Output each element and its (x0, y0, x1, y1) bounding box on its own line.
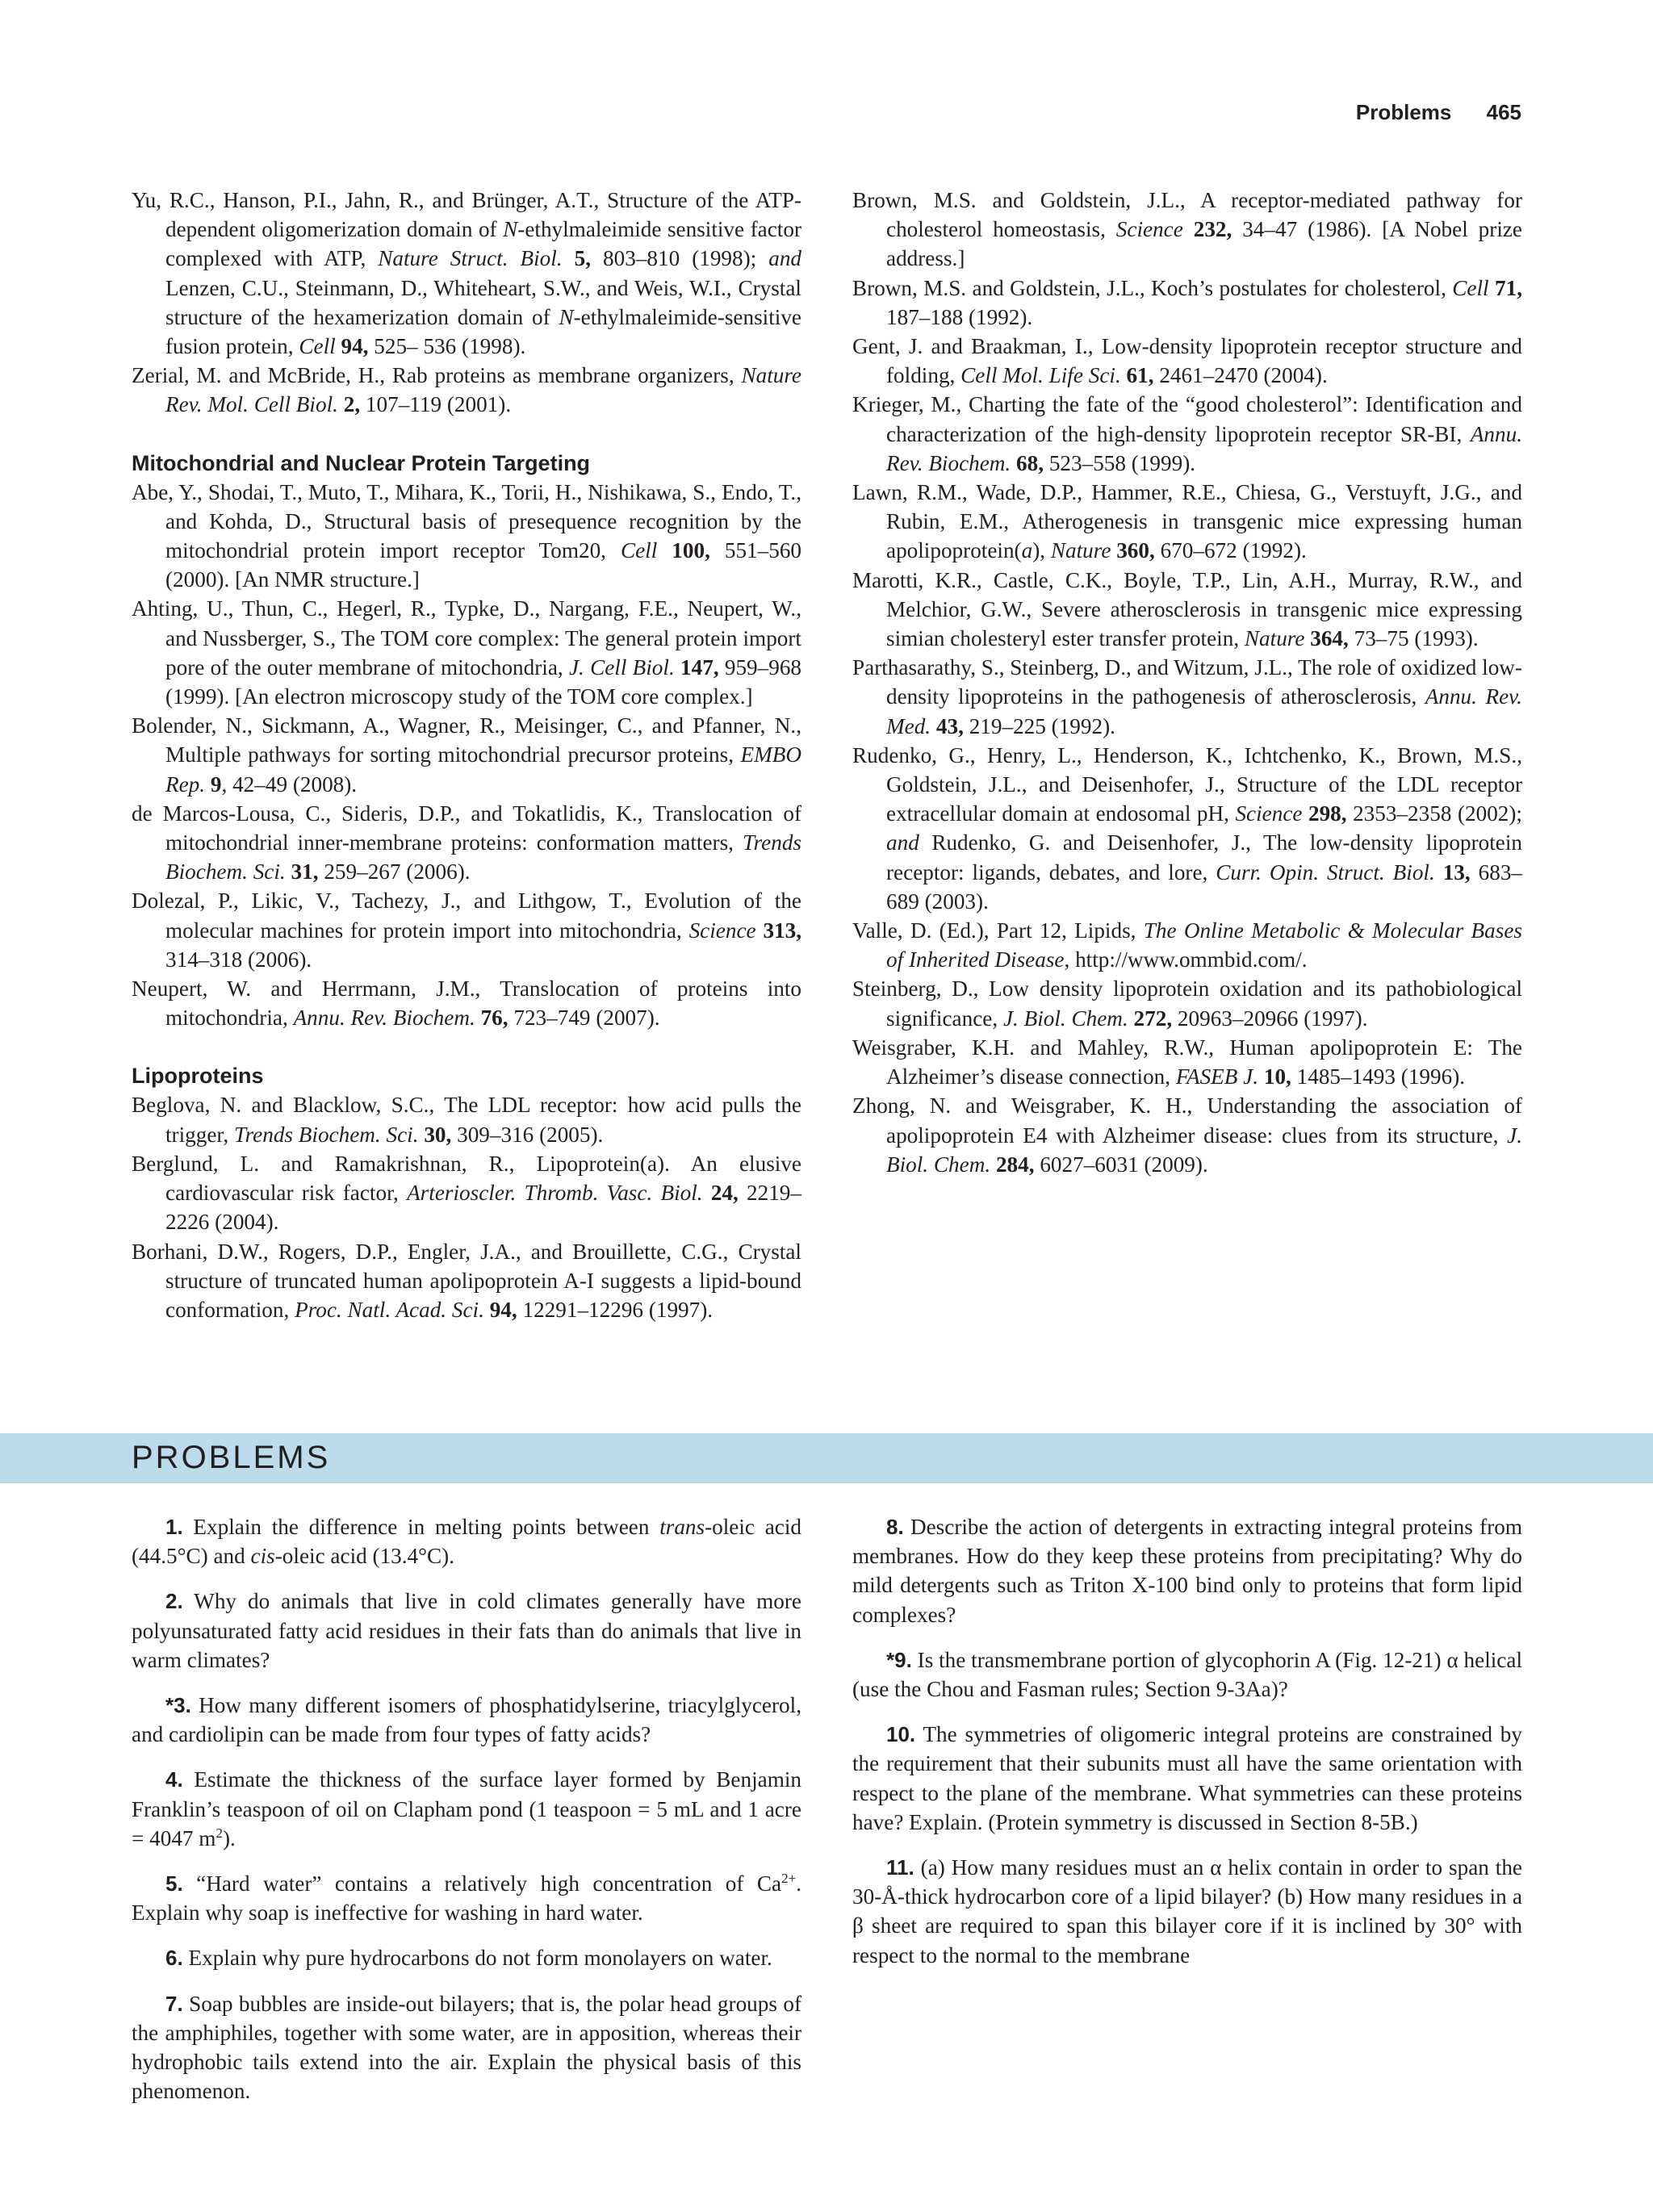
problem-item (132, 1691, 801, 1749)
text-run: Nature Struct. Biol. (378, 246, 563, 271)
text-run (338, 392, 344, 416)
problem-item (852, 1512, 1522, 1629)
text-run: Is the transmembrane portion of glycophorin A (Fig. 12-21) α helical (use the Chou and Fasman rules; Section 9-3Aa)? (852, 1647, 1522, 1702)
problem-item (132, 1869, 801, 1927)
text-run: Annu. Rev. Biochem. (293, 1006, 475, 1031)
text-run: N (503, 217, 518, 242)
text-run: 219–225 (1992). (963, 713, 1115, 738)
text-run: Cell Mol. Life Sci. (960, 363, 1121, 388)
reference-entry (852, 653, 1522, 741)
running-header-section: Problems (1355, 100, 1452, 124)
reference-entry (852, 916, 1522, 974)
text-run: 71, (1495, 275, 1522, 300)
text-run: FASEB J. (1175, 1064, 1259, 1089)
text-run: Dolezal, P., Likic, V., Tachezy, J., and Lithgow, T., Evolution of the molecular machines for protein import into mitochondria, (132, 889, 801, 943)
reference-entry (852, 741, 1522, 916)
text-run: 10, (1263, 1064, 1291, 1089)
reference-entry (852, 390, 1522, 478)
left-references-column (132, 186, 801, 1324)
text-run: 20963–20966 (1997). (1172, 1006, 1368, 1031)
text-run: 2461–2470 (2004). (1153, 363, 1328, 388)
problem-number: 6. (165, 1946, 183, 1971)
text-run: 94, (341, 334, 369, 359)
text-run (703, 1181, 711, 1205)
text-run: Zerial, M. and McBride, H., Rab proteins as membrane organizers, (132, 363, 742, 388)
problem-list-right (852, 1512, 1522, 1970)
text-run: 2219–2226 (2004). (165, 1181, 801, 1235)
text-run: Neupert, W. and Herrmann, J.M., Translocation of proteins into mitochondria, (132, 976, 801, 1031)
text-run: Trends Biochem. Sci. (165, 830, 801, 884)
text-run: How many different isomers of phosphatidylserine, triacylglycerol, and cardiolipin can be made from four types of fatty acids? (132, 1693, 801, 1747)
problem-number: 2. (165, 1589, 183, 1614)
text-run: 9 (210, 771, 222, 797)
text-run: 959–968 (1999). [An electron microscopy study of the TOM core complex.] (165, 654, 802, 709)
reference-entry (132, 478, 801, 595)
text-run: Zhong, N. and Weisgraber, K. H., Understanding the association of apolipoprotein E4 with Alzheimer disease: clues from its structure, (852, 1093, 1522, 1148)
text-run: cis (250, 1544, 275, 1569)
text-run: de Marcos-Lousa, C., Sideris, D.P., and Tokatlidis, K., Translocation of mitochondrial inner-membrane proteins: conformation matters, (132, 801, 801, 855)
text-run: 683–689 (2003). (886, 859, 1522, 914)
text-run: 24, (710, 1181, 739, 1206)
text-run (657, 538, 672, 562)
reference-entry (132, 361, 801, 419)
problems-left-column (132, 1512, 801, 2122)
reference-entry (852, 332, 1522, 390)
problem-item (132, 1512, 801, 1570)
text-run: Curr. Opin. Struct. Biol. (1216, 859, 1435, 884)
text-run: 68, (1016, 450, 1044, 475)
text-run: , 42–49 (2008). (221, 771, 358, 797)
text-run: Science (1235, 801, 1303, 826)
text-run: 309–316 (2005). (451, 1122, 604, 1147)
reference-entry (852, 566, 1522, 654)
text-run: Arterioscler. Thromb. Vasc. Biol. (407, 1181, 703, 1206)
text-run (563, 246, 575, 270)
text-run: 803–810 (1998); (591, 246, 769, 271)
text-run: 43, (935, 713, 964, 738)
text-run: trans (659, 1515, 705, 1539)
problem-item (852, 1853, 1522, 1970)
text-run (1302, 801, 1308, 826)
text-run: Explain why pure hydrocarbons do not form monolayers on water. (182, 1946, 772, 1971)
text-run: 94, (489, 1297, 517, 1322)
text-run: 525– 536 (1998). (368, 334, 526, 359)
problem-item (852, 1645, 1522, 1704)
text-run: 1485–1493 (1996). (1291, 1064, 1466, 1089)
text-run: a (1021, 538, 1033, 563)
text-run: Weisgraber, K.H. and Mahley, R.W., Human apolipoprotein E: The Alzheimer’s disease connection, (852, 1035, 1522, 1089)
reference-entry (132, 974, 801, 1032)
text-run (475, 1006, 481, 1030)
text-run: ). (222, 1825, 236, 1850)
text-run: 360, (1116, 538, 1155, 563)
problem-item (132, 1989, 801, 2106)
text-run: 12291–12296 (1997). (517, 1297, 714, 1322)
text-run (931, 714, 936, 738)
text-run: J. Cell Biol. (568, 654, 675, 679)
text-run (1435, 860, 1443, 884)
text-run: Brown, M.S. and Goldstein, J.L., A receptor-mediated pathway for cholesterol homeostasis, (852, 188, 1522, 242)
text-run: Gent, J. and Braakman, I., Low-density lipoprotein receptor structure and folding, (852, 334, 1522, 388)
reference-entry (132, 799, 801, 887)
problem-item (132, 1587, 801, 1675)
problems-right-column (852, 1512, 1522, 1986)
text-run: Why do animals that live in cold climates generally have more polyunsaturated fatty acid residues in their fats than do animals that live in warm climates? (132, 1589, 801, 1672)
reference-entry (852, 974, 1522, 1032)
text-run (675, 655, 680, 679)
text-run: , http://www.ommbid.com/. (1064, 947, 1308, 972)
text-run: 2 (216, 1825, 223, 1841)
text-run: 523–558 (1999). (1044, 450, 1196, 475)
text-run: Valle, D. (Ed.), Part 12, Lipids, (852, 918, 1144, 943)
text-run: -ethylmaleimide-sensitive fusion protein, (165, 304, 801, 359)
text-run: Ahting, U., Thun, C., Hegerl, R., Typke, D., Nargang, F.E., Neupert, W., and Nussberger, S., The TOM core complex: The general protein import pore of the outer membrane of mitochondria, (132, 596, 801, 679)
text-run: 313, (763, 918, 802, 943)
text-run: 551–560 (2000). [An NMR structure.] (165, 538, 802, 592)
text-run: -oleic acid (13.4°C). (274, 1544, 455, 1569)
problem-number: 7. (165, 1991, 183, 2016)
text-run: 107–119 (2001). (360, 392, 512, 417)
problem-number: *9. (886, 1647, 912, 1672)
text-run: 100, (672, 538, 710, 563)
text-run: 30, (424, 1122, 452, 1147)
text-run: 2+ (781, 1870, 797, 1886)
text-run: 259–267 (2006). (318, 859, 471, 884)
text-run: Annu. Rev. Biochem. (886, 421, 1522, 475)
text-run: Soap bubbles are inside-out bilayers; that is, the polar head groups of the amphiphiles, together with some water, are in apposition, whereas their hydrophobic tails extend into the air. Explain the physical basis of this phenomenon. (132, 1991, 801, 2104)
reference-entry (852, 1091, 1522, 1179)
reference-entry (132, 594, 801, 711)
text-run: Estimate the thickness of the surface layer formed by Benjamin Franklin’s teaspoon of oil on Clapham pond (1 teaspoon = 5 mL and 1 acre = 4047 m (132, 1767, 801, 1850)
text-run: 76, (480, 1006, 508, 1031)
text-run: Yu, R.C., Hanson, P.I., Jahn, R., and Brünger, A.T., Structure of the ATP-dependent oligomerization domain of (132, 188, 801, 242)
text-run: 6027–6031 (2009). (1034, 1152, 1208, 1177)
text-run: 670–672 (1992). (1154, 538, 1307, 563)
text-run (1183, 217, 1194, 241)
problems-banner (0, 1433, 1653, 1483)
right-references-column (852, 186, 1522, 1179)
text-run: 2353–2358 (2002); (1346, 801, 1522, 826)
text-run (205, 772, 211, 797)
text-run: 187–188 (1992). (886, 304, 1033, 329)
text-run: Parthasarathy, S., Steinberg, D., and Witzum, J.L., The role of oxidized low-density lipoproteins in the pathogenesis of atherosclerosis, (852, 655, 1522, 709)
text-run: Berglund, L. and Ramakrishnan, R., Lipoprotein(a). An elusive cardiovascular risk factor, (132, 1151, 801, 1206)
text-run (1258, 1064, 1264, 1089)
text-run: 723–749 (2007). (508, 1006, 660, 1031)
text-run (1128, 1006, 1134, 1031)
text-run: Rudenko, G. and Deisenhofer, J., The low-density lipoprotein receptor: ligands, debates, and lore, (886, 830, 1522, 884)
text-run: Bolender, N., Sickmann, A., Wagner, R., Meisinger, C., and Pfanner, N., Multiple pathways for sorting mitochondrial precursor proteins, (132, 713, 801, 767)
text-run: N (559, 304, 574, 329)
ref-list-lipoproteins (132, 1090, 801, 1324)
text-run: J. Biol. Chem. (1002, 1006, 1128, 1031)
text-run: Science (688, 918, 756, 943)
ref-list-top (132, 186, 801, 420)
text-run: Lenzen, C.U., Steinmann, D., Whiteheart, S.W., and Weis, W.I., Crystal structure of the hexamerization domain of (165, 275, 801, 329)
text-run: Explain the difference in melting points between (182, 1515, 660, 1539)
reference-entry (852, 186, 1522, 274)
text-run: Cell (1452, 275, 1489, 300)
text-run: 34–47 (1986). [A Nobel prize address.] (886, 217, 1523, 271)
text-run: 147, (680, 654, 719, 679)
text-run: ), (1032, 538, 1051, 563)
page-number: 465 (1486, 100, 1521, 124)
text-run: 61, (1126, 363, 1154, 388)
problem-number: 11. (886, 1855, 914, 1880)
text-run: 232, (1193, 217, 1232, 242)
text-run: and (768, 246, 802, 271)
text-run: Krieger, M., Charting the fate of the “good cholesterol”: Identification and characterization of the high-density lipoprotein receptor SR-BI, (852, 392, 1522, 446)
text-run: -oleic acid (44.5°C) and (132, 1515, 802, 1569)
reference-entry (132, 186, 801, 361)
text-run: “Hard water” contains a relatively high concentration of Ca (182, 1871, 782, 1896)
text-run: Marotti, K.R., Castle, C.K., Boyle, T.P., Lin, A.H., Murray, R.W., and Melchior, G.W., Severe atherosclerosis in transgenic mice expressing simian cholesteryl ester transfer protein, (852, 567, 1522, 651)
problem-number: 4. (165, 1767, 183, 1792)
text-run (484, 1298, 490, 1322)
text-run: Nature (1050, 538, 1111, 563)
text-run: Trends Biochem. Sci. (233, 1122, 419, 1147)
text-run: Cell (299, 334, 336, 359)
problem-item (132, 1943, 801, 1972)
text-run (286, 859, 291, 884)
text-run: Brown, M.S. and Goldstein, J.L., Koch’s postulates for cholesterol, (852, 275, 1453, 300)
reference-entry (132, 1090, 801, 1148)
problem-item (132, 1765, 801, 1853)
text-run: The Online Metabolic & Molecular Bases of Inherited Disease (886, 918, 1522, 972)
reference-entry (132, 1149, 801, 1237)
text-run: 284, (995, 1152, 1035, 1177)
heading-mitochondrial-targeting: Mitochondrial and Nuclear Protein Targeting (132, 450, 591, 475)
reference-entry (132, 711, 801, 799)
text-run: The symmetries of oligomeric integral proteins are constrained by the requirement that their subunits must all have the same orientation with respect to the plane of the membrane. What symmetries can these proteins have? Explain. (Protein symmetry is discussed in Section 8-5B.) (852, 1722, 1522, 1834)
text-run: EMBO Rep. (165, 742, 801, 797)
reference-entry (132, 1237, 801, 1325)
text-run: Steinberg, D., Low density lipoprotein oxidation and its pathobiological significance, (852, 976, 1522, 1031)
text-run: Borhani, D.W., Rogers, D.P., Engler, J.A., and Brouillette, C.G., Crystal structure of truncated human apolipoprotein A-I suggests a lipid-bound conformation, (132, 1239, 801, 1322)
text-run: 13, (1442, 859, 1471, 884)
text-run: Beglova, N. and Blacklow, S.C., The LDL receptor: how acid pulls the trigger, (132, 1093, 801, 1147)
text-run: Proc. Natl. Acad. Sci. (295, 1297, 484, 1322)
text-run: J. Biol. Chem. (886, 1123, 1522, 1177)
text-run: Cell (620, 538, 658, 563)
problem-item (852, 1720, 1522, 1837)
problem-number: 8. (886, 1515, 904, 1539)
problem-list-left (132, 1512, 801, 2105)
text-run: 364, (1310, 626, 1349, 651)
text-run: and (886, 830, 919, 855)
text-run: 31, (291, 859, 319, 884)
text-run: . Explain why soap is ineffective for washing in hard water. (132, 1871, 801, 1926)
heading-lipoproteins: Lipoproteins (132, 1064, 264, 1089)
problem-number: 10. (886, 1722, 916, 1747)
text-run: Describe the action of detergents in extracting integral proteins from membranes. How do they keep these proteins from precipitating? Why do mild detergents such as Triton X-100 bind only to proteins that form lipid complexes? (852, 1515, 1522, 1627)
text-run (1489, 276, 1495, 300)
text-run: Nature (1244, 626, 1305, 651)
text-run: Lawn, R.M., Wade, D.P., Hammer, R.E., Chiesa, G., Verstuyft, J.G., and Rubin, E.M., Atherogenesis in transgenic mice expressing human apolipoprotein( (852, 480, 1522, 563)
ref-list-mitochondrial (132, 478, 801, 1033)
text-run: 298, (1308, 801, 1347, 826)
text-run: 5, (574, 246, 592, 271)
problem-number: 5. (165, 1871, 183, 1896)
text-run: Abe, Y., Shodai, T., Muto, T., Mihara, K., Torii, H., Nishikawa, S., Endo, T., and Kohda, D., Structural basis of presequence recognition by the mitochondrial protein import receptor Tom20, (132, 479, 801, 563)
ref-list-right (852, 186, 1522, 1179)
reference-entry (132, 886, 801, 974)
problems-title: PROBLEMS (132, 1440, 331, 1475)
text-run (1121, 363, 1127, 387)
text-run: 73–75 (1993). (1348, 626, 1479, 651)
text-run (990, 1152, 996, 1177)
reference-entry (852, 274, 1522, 332)
problem-number: 1. (165, 1515, 183, 1539)
text-run: -ethylmaleimide sensitive factor complexed with ATP, (165, 217, 801, 271)
text-run: Annu. Rev. Med. (886, 684, 1522, 738)
text-run: Rudenko, G., Henry, L., Henderson, K., Ichtchenko, K., Brown, M.S., Goldstein, J.L., and Deisenhofer, J., Structure of the LDL receptor extracellular domain at endosomal pH, (852, 742, 1522, 826)
reference-entry (852, 1033, 1522, 1091)
text-run (1011, 451, 1016, 475)
text-run: 2, (343, 392, 361, 417)
reference-entry (852, 478, 1522, 566)
text-run: Science (1115, 217, 1183, 242)
text-run: Nature Rev. Mol. Cell Biol. (165, 363, 801, 417)
text-run: 314–318 (2006). (165, 947, 312, 972)
problem-number: *3. (165, 1693, 191, 1718)
text-run: 272, (1133, 1006, 1173, 1031)
running-header (1356, 100, 1521, 125)
text-run: (a) How many residues must an α helix contain in order to span the 30-Å-thick hydrocarbon core of a lipid bilayer? (b) How many residues in a β sheet are required to span this bilayer core if it is inclined by 30° with respect to the normal to the membrane (852, 1855, 1522, 1967)
